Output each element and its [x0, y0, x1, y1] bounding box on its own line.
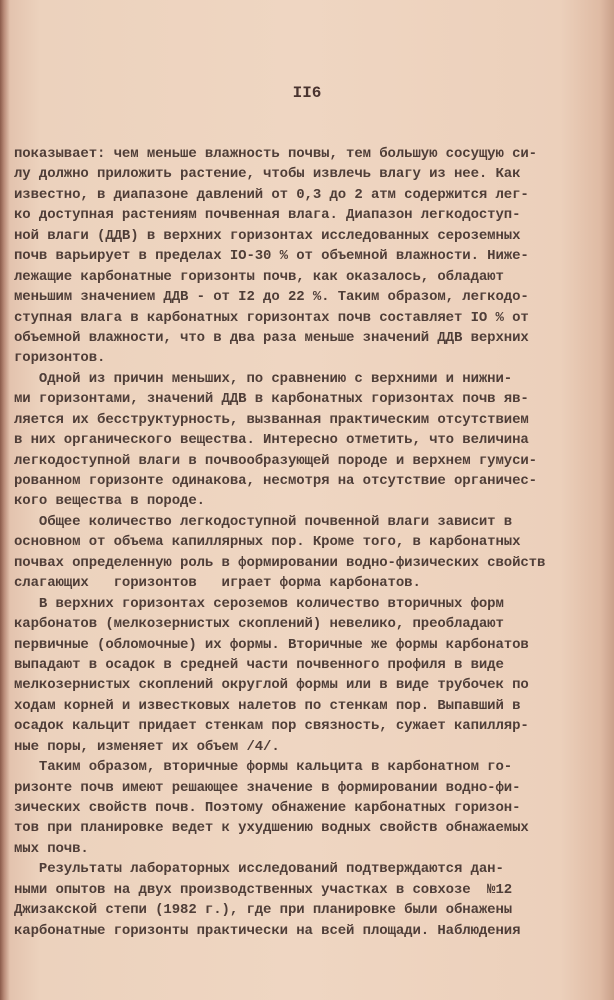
- document-body: [14, 144, 604, 941]
- text-line: легкодоступной влаги в почвообразующей породе и верхнем гумуси-: [14, 452, 537, 469]
- text-line: Таким образом, вторичные формы кальцита в карбонатном го-: [14, 759, 513, 776]
- text-line: основном от объема капиллярных пор. Кроме того, в карбонатных: [14, 534, 521, 551]
- text-line: лежащие карбонатные горизонты почв, как оказалось, обладают: [14, 268, 504, 285]
- text-line: мых почв.: [14, 840, 89, 857]
- text-line: Одной из причин меньших, по сравнению с верхними и нижни-: [14, 370, 513, 387]
- text-line: рованном горизонте одинакова, несмотря на отсутствие органичес-: [14, 473, 537, 489]
- text-line: ходам корней и известковых налетов по стенкам пор. Выпавший в: [14, 697, 521, 714]
- text-line: В верхних горизонтах сероземов количество вторичных форм: [14, 595, 504, 612]
- text-line: Общее количество легкодоступной почвенной влаги зависит в: [14, 513, 513, 530]
- text-line: Джизакской степи (1982 г.), где при планировке были обнажены: [14, 902, 513, 919]
- text-line: в них органического вещества. Интересно отметить, что величина: [14, 432, 529, 449]
- text-line: Результаты лабораторных исследований подтверждаются дан-: [14, 861, 504, 878]
- page-number: II6: [292, 84, 322, 102]
- text-line: ступная влага в карбонатных горизонтах почв составляет IO % от: [14, 309, 529, 326]
- text-line: ной влаги (ДДВ) в верхних горизонтах исследованных сероземных: [14, 227, 521, 244]
- text-line: карбонатов (мелкозернистых скоплений) невелико, преобладают: [14, 616, 504, 633]
- text-line: выпадают в осадок в средней части почвенного профиля в виде: [14, 656, 504, 673]
- text-line: показывает: чем меньше влажность почвы, тем большую сосущую си-: [14, 146, 537, 162]
- text-line: ными опытов на двух производственных участках в совхозе №12: [14, 881, 513, 898]
- text-line: мелкозернистых скоплений округлой формы или в виде трубочек по: [14, 677, 529, 694]
- text-line: известно, в диапазоне давлений от 0,3 до 2 атм содержится лег-: [14, 186, 529, 203]
- text-line: первичные (обломочные) их формы. Вторичные же формы карбонатов: [14, 636, 529, 653]
- text-line: ризонте почв имеют решающее значение в формировании водно-фи-: [14, 779, 521, 796]
- text-line: карбонатные горизонты практически на всей площади. Наблюдения: [14, 922, 521, 939]
- text-line: ко доступная растениям почвенная влага. Диапазон легкодоступ-: [14, 207, 521, 224]
- text-line: объемной влажности, что в два раза меньше значений ДДВ верхних: [14, 329, 529, 346]
- text-line: кого вещества в породе.: [14, 493, 205, 510]
- text-line: почв варьирует в пределах IO-30 % от объемной влажности. Ниже-: [14, 248, 529, 265]
- text-line: ные поры, изменяет их объем /4/.: [14, 738, 280, 755]
- text-line: лу должно приложить растение, чтобы извлечь влагу из нее. Как: [14, 166, 521, 183]
- text-line: осадок кальцит придает стенкам пор связность, сужает капилляр-: [14, 718, 529, 735]
- text-line: меньшим значением ДДВ - от I2 до 22 %. Таким образом, легкодо-: [14, 289, 529, 306]
- text-line: ми горизонтами, значений ДДВ в карбонатных горизонтах почв яв-: [14, 391, 529, 408]
- text-line: зических свойств почв. Поэтому обнажение карбонатных горизон-: [14, 800, 521, 816]
- text-line: тов при планировке ведет к ухудшению водных свойств обнажаемых: [14, 820, 529, 837]
- text-line: слагающих горизонтов играет форма карбонатов.: [14, 575, 421, 592]
- text-line: почвах определенную роль в формировании водно-физических свойств: [14, 554, 546, 571]
- text-line: ляется их бесструктурность, вызванная практическим отсутствием: [14, 411, 529, 428]
- text-line: горизонтов.: [14, 350, 106, 367]
